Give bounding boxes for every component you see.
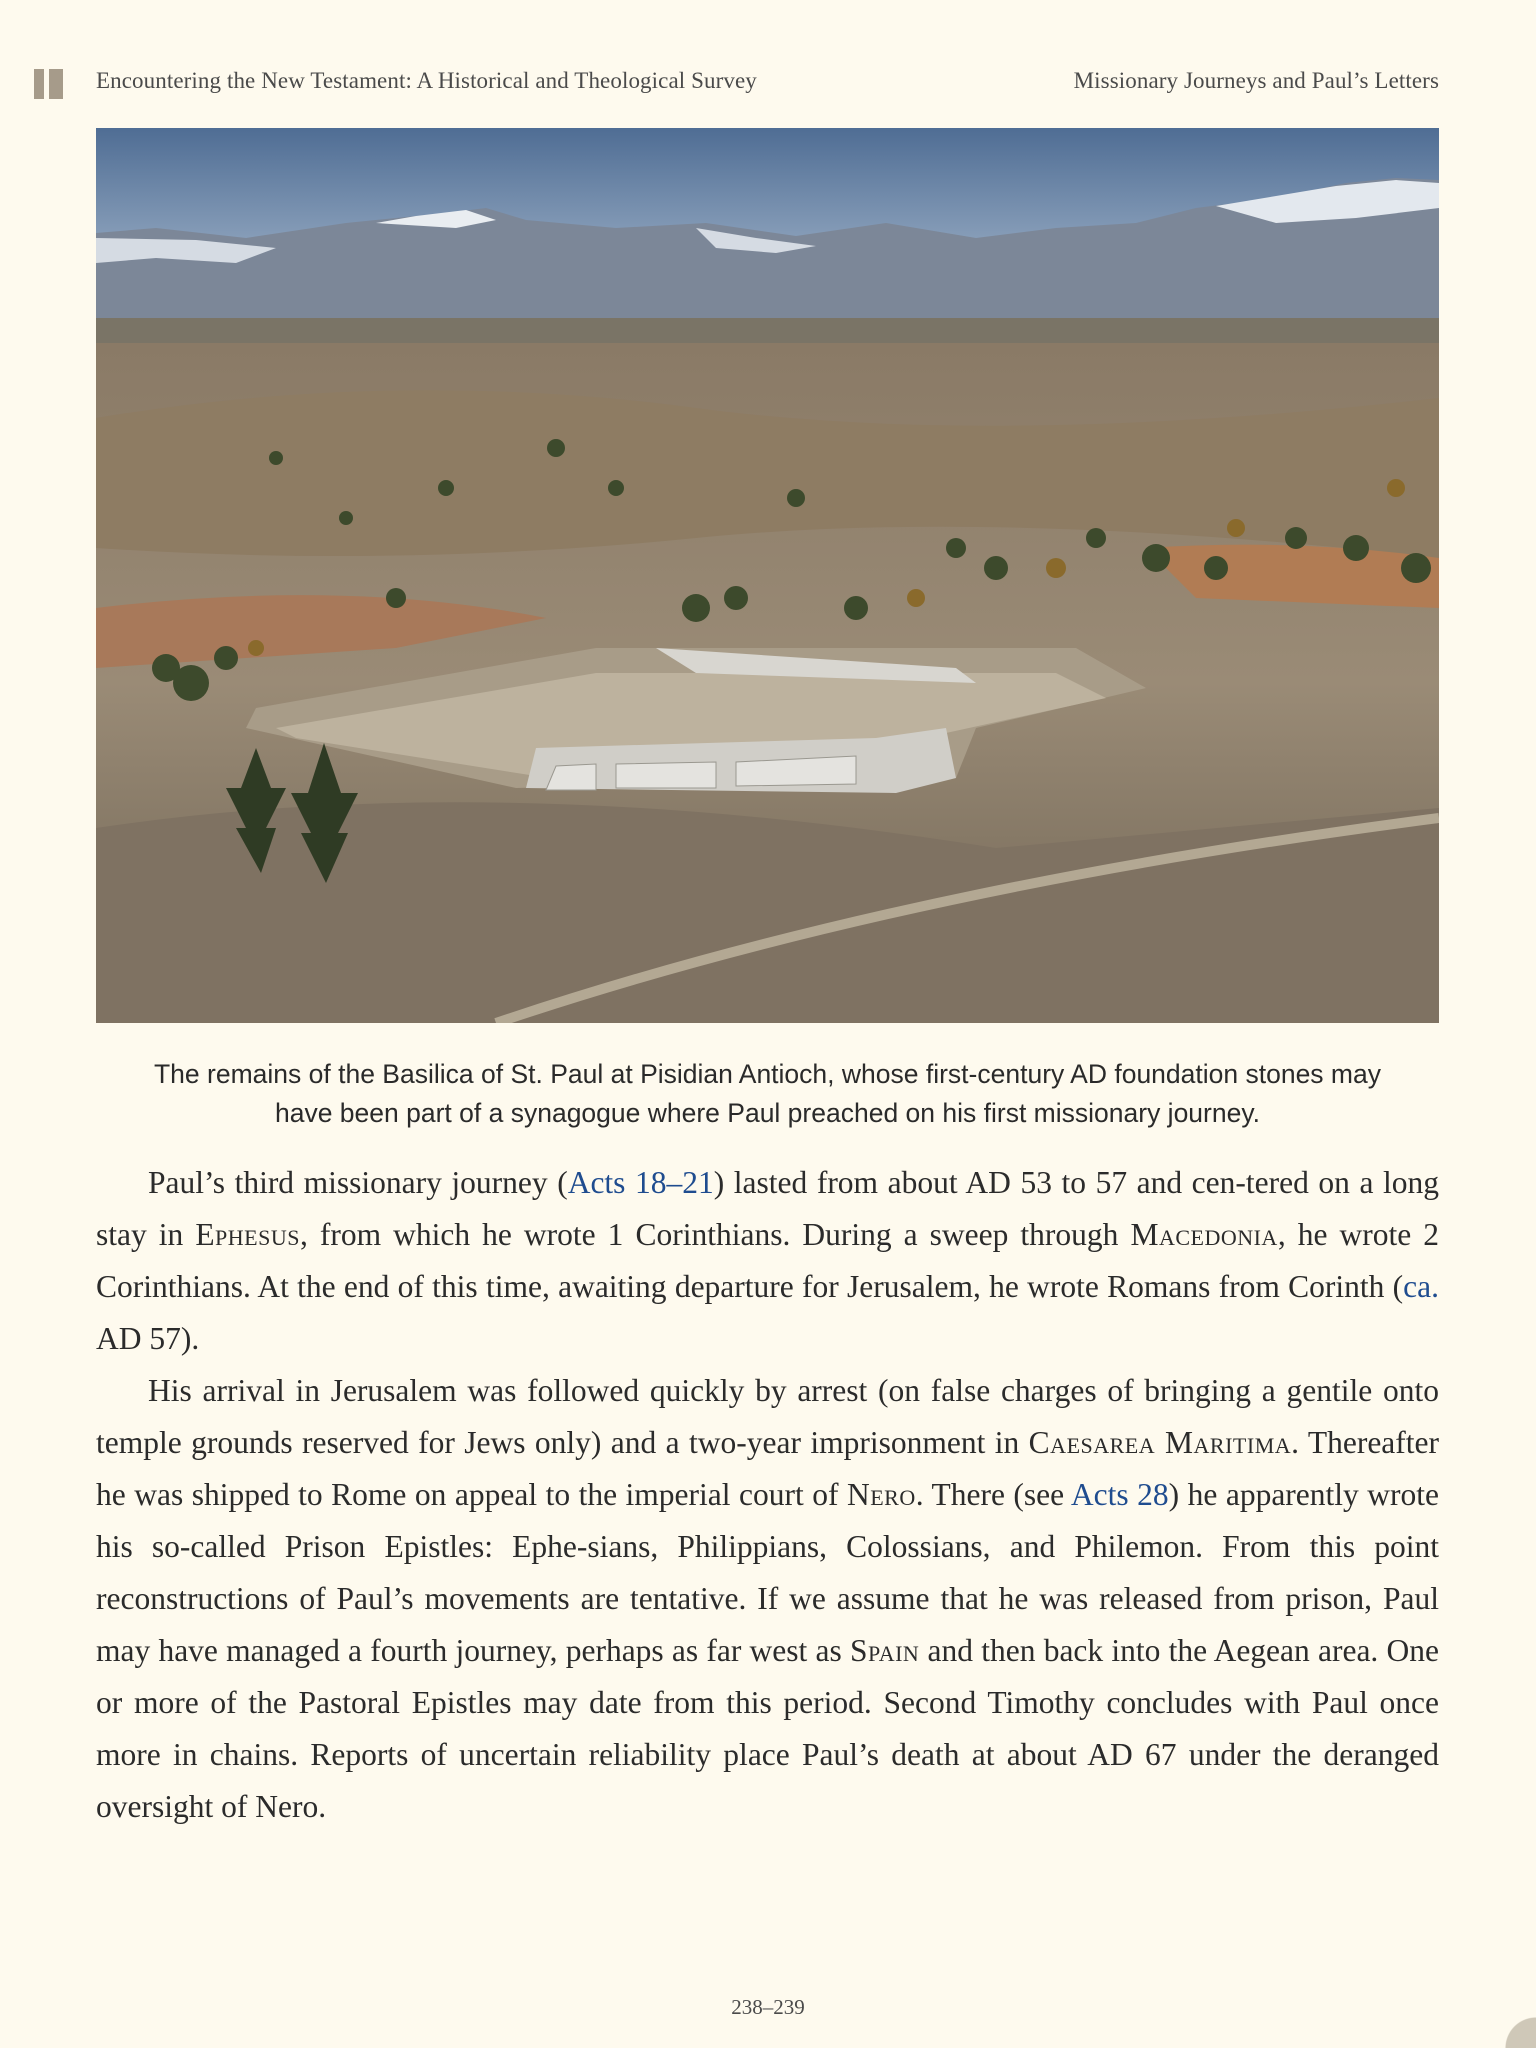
glossary-link-ca[interactable]: ca. xyxy=(1403,1269,1439,1304)
place-ephesus[interactable]: Ephesus xyxy=(195,1217,300,1252)
caption-line-2: have been part of a synagogue where Paul preached on his first missionary journey. xyxy=(274,1098,1260,1128)
bookmark-icon[interactable] xyxy=(34,69,67,99)
scripture-link-acts-18-21[interactable]: Acts 18–21 xyxy=(567,1165,714,1200)
figure-caption xyxy=(96,1055,1439,1133)
page-curl-icon[interactable] xyxy=(1502,2014,1536,2048)
page-number: 238–239 xyxy=(731,1995,805,2019)
caption-line-1: The remains of the Basilica of St. Paul at Pisidian Antioch, whose first-century AD foundation stones may xyxy=(154,1059,1381,1089)
paragraph-jerusalem-arrest: His arrival in Jerusalem was followed quickly by arrest (on false charges of bringing a gentile onto temple grounds reserved for Jews only) and a two-year imprisonment in Caesarea Maritima. Thereafter he was shipped to Rome on appeal to the imperial court of Nero. There (see Acts 28) he apparently wrote his so-called Prison Epistles: Ephe-sians, Philippians, Colossians, and Philemon. From this point reconstructions of Paul’s movements are tentative. If we assume that he was released from prison, Paul may have managed a fourth journey, perhaps as far west as Spain and then back into the Aegean area. One or more of the Pastoral Epistles may date from this period. Second Timothy concludes with Paul once more in chains. Reports of uncertain reliability place Paul’s death at about AD 67 under the deranged oversight of Nero. xyxy=(96,1373,1440,1824)
scripture-link-acts-28[interactable]: Acts 28 xyxy=(1070,1477,1169,1512)
place-caesarea-maritima[interactable]: Caesarea Maritima xyxy=(1028,1425,1292,1460)
body-text xyxy=(96,1157,1439,1833)
place-spain[interactable]: Spain xyxy=(849,1633,920,1668)
person-nero[interactable]: Nero xyxy=(846,1477,916,1512)
basilica-photo xyxy=(96,128,1439,1023)
place-macedonia[interactable]: Macedonia xyxy=(1130,1217,1278,1252)
running-head-book-title: Encountering the New Testament: A Historical and Theological Survey xyxy=(96,68,757,93)
running-head-chapter-title: Missionary Journeys and Paul’s Letters xyxy=(1073,68,1439,93)
paragraph-third-journey: Paul’s third missionary journey (Acts 18–21) lasted from about AD 53 to 57 and cen-tered on a long stay in Ephesus, from which he wrote 1 Corinthians. During a sweep through Macedonia, he wrote 2 Corinthians. At the end of this time, awaiting departure for Jerusalem, he wrote Romans from Corinth (ca. AD 57). xyxy=(96,1165,1440,1356)
